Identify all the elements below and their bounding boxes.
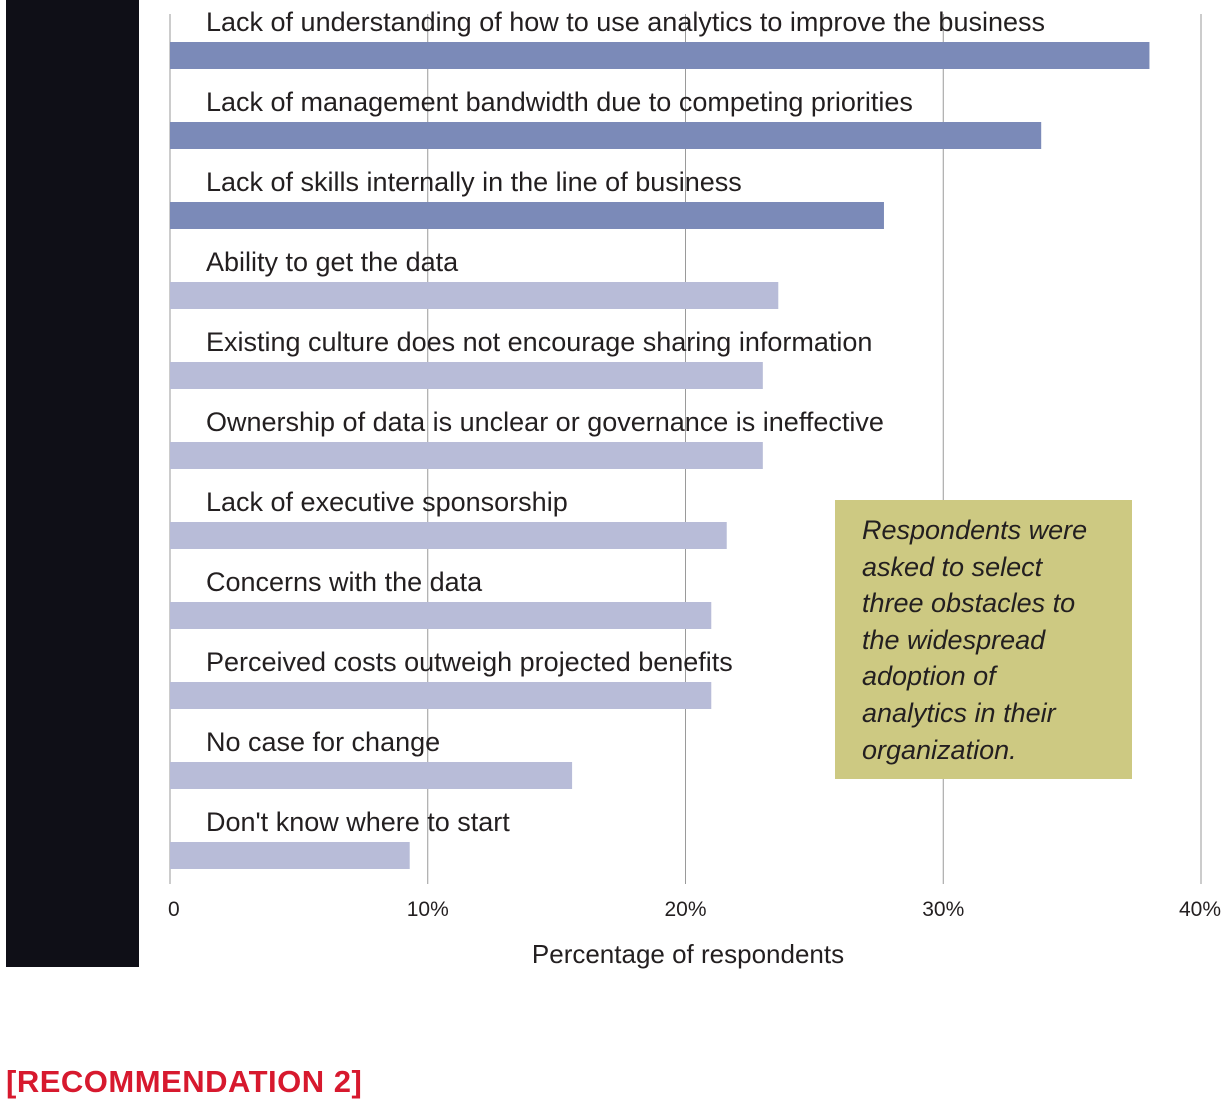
note-line: adoption of — [862, 661, 996, 692]
bar — [170, 42, 1149, 69]
bar — [170, 442, 763, 469]
bar — [170, 762, 572, 789]
bar-label: Lack of management bandwidth due to competing priorities — [206, 87, 913, 117]
note-line: asked to select — [862, 551, 1043, 582]
x-tick-label: 40% — [1178, 898, 1221, 921]
x-tick-label: 10% — [406, 898, 449, 921]
bar-label: Lack of skills internally in the line of business — [206, 167, 742, 197]
note-line: three obstacles to — [862, 588, 1076, 619]
bar — [170, 522, 727, 549]
note-line: analytics in their — [862, 697, 1056, 728]
bar — [170, 362, 763, 389]
x-tick-label: 0 — [168, 898, 180, 921]
bar-label: Concerns with the data — [206, 567, 483, 597]
x-tick-labels — [168, 898, 1221, 921]
x-tick-label: 30% — [922, 898, 965, 921]
bar-label: Perceived costs outweigh projected benefits — [206, 647, 733, 677]
bar-label: Lack of understanding of how to use analytics to improve the business — [206, 7, 1045, 37]
note-line: organization. — [862, 734, 1017, 765]
note-line: Respondents were — [862, 515, 1088, 545]
recommendation-heading: [RECOMMENDATION 2] — [6, 1064, 363, 1099]
bar — [170, 122, 1041, 149]
bar-label: Ability to get the data — [206, 247, 459, 277]
x-tick-label: 20% — [664, 898, 707, 921]
bar — [170, 682, 711, 709]
bar — [170, 842, 410, 869]
bar — [170, 602, 711, 629]
note-box — [835, 500, 1132, 779]
bar-label: Ownership of data is unclear or governance is ineffective — [206, 407, 884, 437]
note-line: the widespread — [862, 624, 1046, 655]
bar-label: Don't know where to start — [206, 807, 510, 837]
bar — [170, 202, 884, 229]
x-axis-title: Percentage of respondents — [531, 939, 845, 969]
bar — [170, 282, 778, 309]
bar-label: Existing culture does not encourage sharing information — [206, 327, 873, 357]
bar-label: Lack of executive sponsorship — [206, 487, 568, 517]
bar-label: No case for change — [206, 727, 441, 757]
